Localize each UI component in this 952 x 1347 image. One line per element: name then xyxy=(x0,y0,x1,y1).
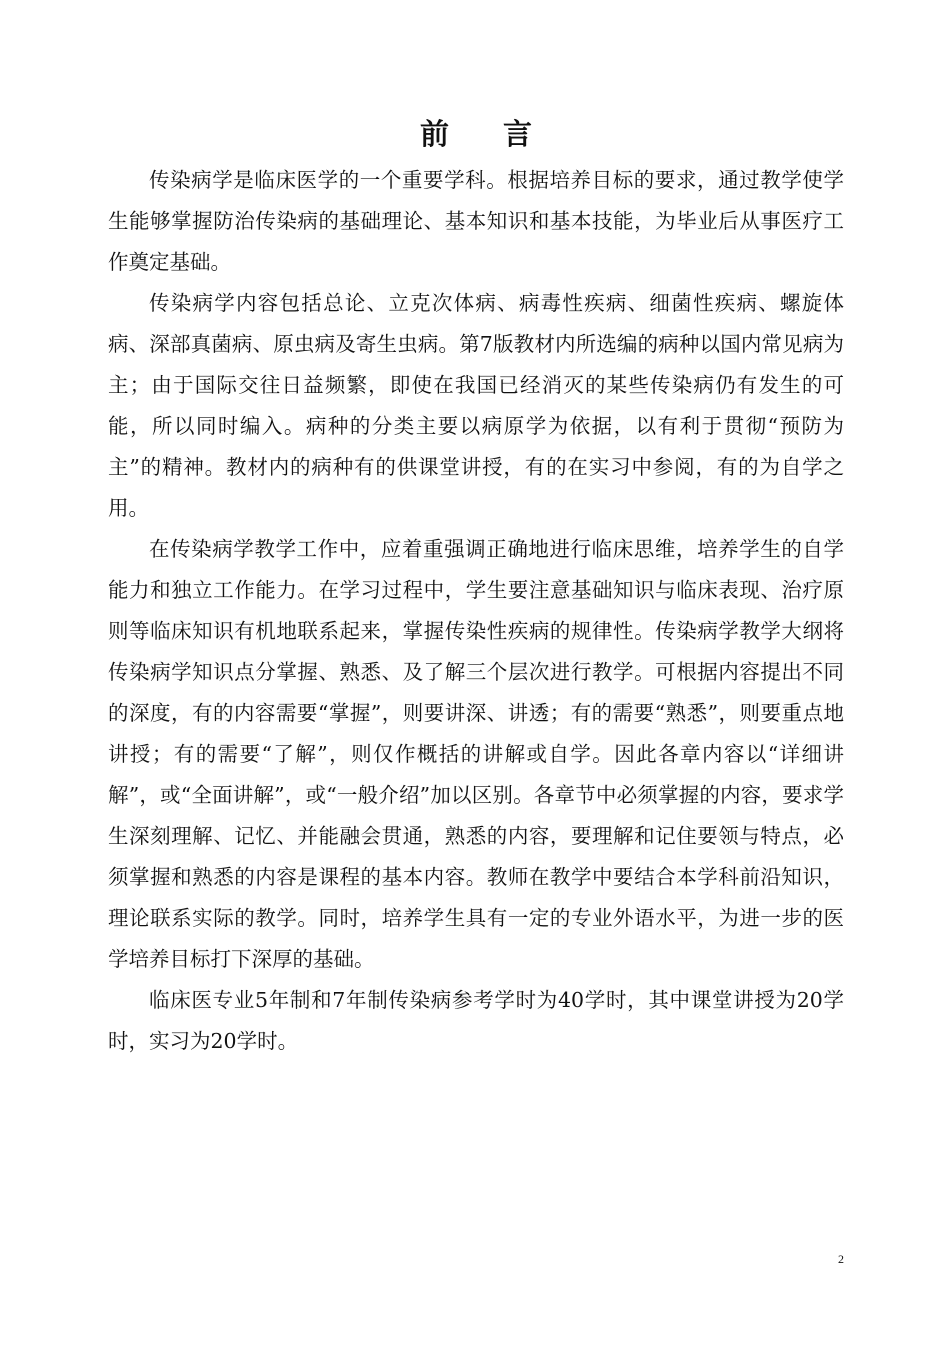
body-text xyxy=(108,160,844,1062)
paragraph-3: 在传染病学教学工作中，应着重强调正确地进行临床思维，培养学生的自学能力和独立工作能力。在学习过程中，学生要注意基础知识与临床表现、治疗原则等临床知识有机地联系起来，掌握传染性疾病的规律性。传染病学教学大纲将传染病学知识点分掌握、熟悉、及了解三个层次进行教学。可根据内容提出不同的深度，有的内容需要“掌握”，则要讲深、讲透；有的需要“熟悉”，则要重点地讲授；有的需要“了解”，则仅作概括的讲解或自学。因此各章内容以“详细讲解”，或“全面讲解”，或“一般介绍”加以区别。各章节中必须掌握的内容，要求学生深刻理解、记忆、并能融会贯通，熟悉的内容，要理解和记住要领与特点，必须掌握和熟悉的内容是课程的基本内容。教师在教学中要结合本学科前沿知识，理论联系实际的教学。同时，培养学生具有一定的专业外语水平，为进一步的医学培养目标打下深厚的基础。 xyxy=(108,537,844,971)
page-title-part-1: 前 xyxy=(419,117,449,151)
paragraph-1: 传染病学是临床医学的一个重要学科。根据培养目标的要求，通过教学使学生能够掌握防治传染病的基础理论、基本知识和基本技能，为毕业后从事医疗工作奠定基础。 xyxy=(108,168,844,274)
paragraph-2: 传染病学内容包括总论、立克次体病、病毒性疾病、细菌性疾病、螺旋体病、深部真菌病、原虫病及寄生虫病。第7版教材内所选编的病种以国内常见病为主；由于国际交往日益频繁，即使在我国已经消灭的某些传染病仍有发生的可能，所以同时编入。病种的分类主要以病原学为依据，以有利于贯彻“预防为主”的精神。教材内的病种有的供课堂讲授，有的在实习中参阅，有的为自学之用。 xyxy=(108,291,844,520)
paragraph-4: 临床医专业5年制和7年制传染病参考学时为40学时，其中课堂讲授为20学时，实习为20学时。 xyxy=(108,988,844,1053)
page-title-part-2: 言 xyxy=(503,117,533,151)
page-title xyxy=(0,112,952,153)
page-number: 2 xyxy=(838,1252,844,1266)
